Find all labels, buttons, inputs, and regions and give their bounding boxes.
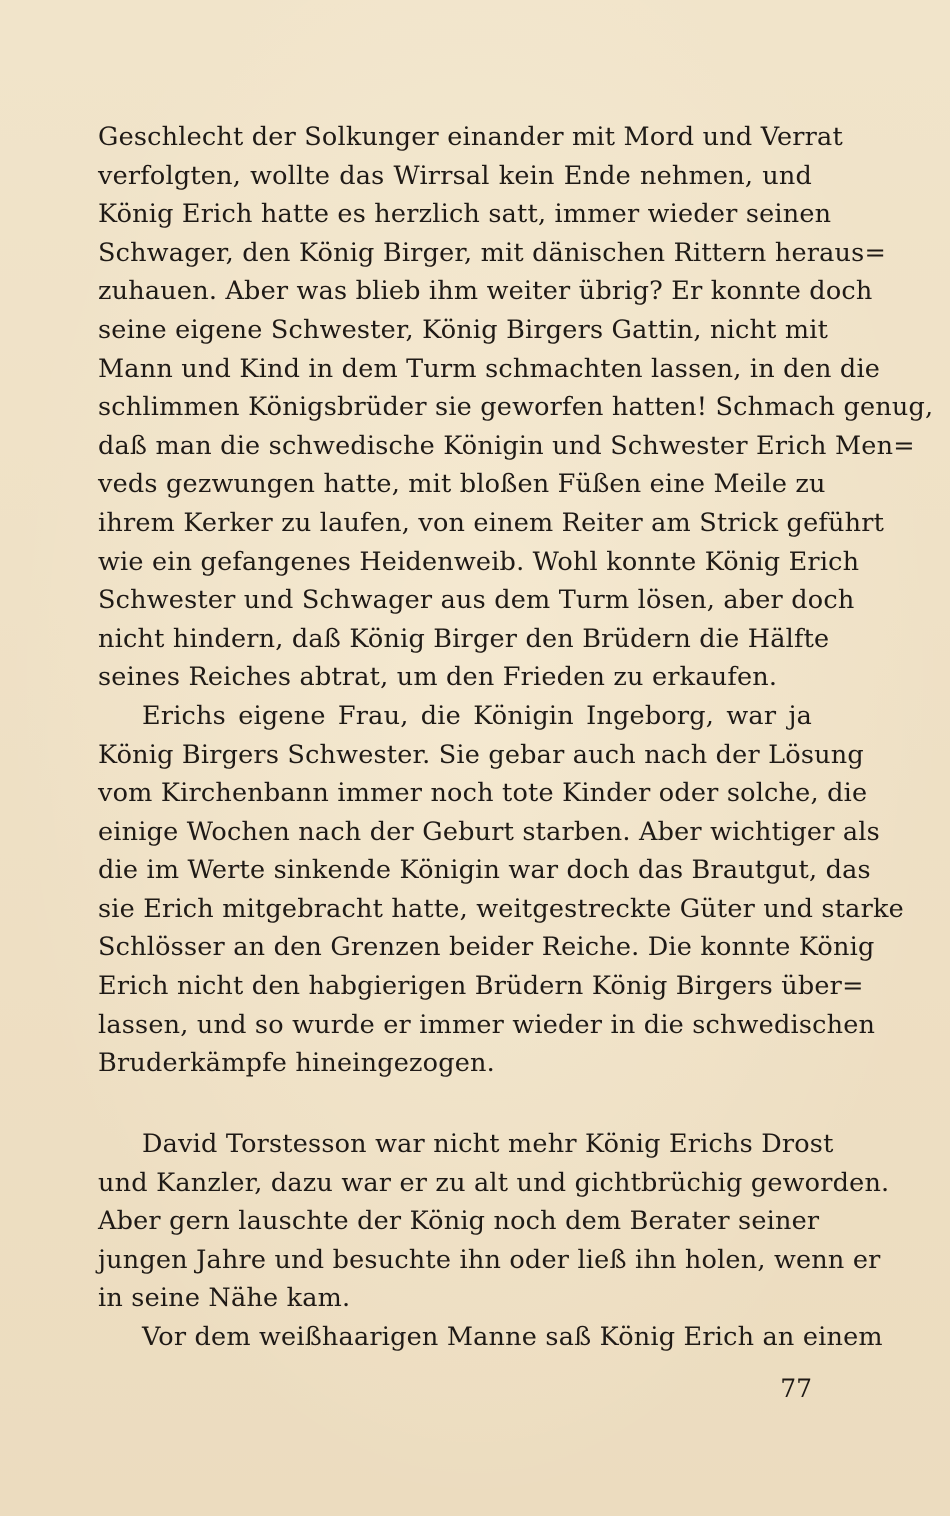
text-line: schlimmen Königsbrüder sie geworfen hatten! Schmach genug,: [98, 392, 934, 423]
text-line: lassen, und so wurde er immer wieder in die schwedischen: [98, 1009, 876, 1040]
text-line: sie Erich mitgebracht hatte, weitgestreckte Güter und starke: [98, 893, 904, 924]
text-line: veds gezwungen hatte, mit bloßen Füßen eine Meile zu: [98, 469, 826, 500]
text-line: daß man die schwedische Königin und Schwester Erich Men=: [98, 430, 915, 461]
text-line: König Erich hatte es herzlich satt, immer wieder seinen: [98, 199, 832, 230]
text-line: die im Werte sinkende Königin war doch das Brautgut, das: [98, 855, 871, 886]
text-section-2: [98, 1125, 890, 1357]
text-line: Schwester und Schwager aus dem Turm lösen, aber doch: [98, 585, 855, 616]
text-section-1: [98, 118, 934, 1083]
text-line: Geschlecht der Solkunger einander mit Mord und Verrat: [98, 122, 843, 152]
text-line: Schlösser an den Grenzen beider Reiche. Die konnte König: [98, 932, 875, 963]
text-line: Erich nicht den habgierigen Brüdern König Birgers über=: [98, 971, 864, 1002]
text-line: seines Reiches abtrat, um den Frieden zu erkaufen.: [98, 662, 778, 693]
text-line: in seine Nähe kam.: [98, 1283, 351, 1314]
text-line: zuhauen. Aber was blieb ihm weiter übrig? Er konnte doch: [98, 276, 873, 307]
text-line: nicht hindern, daß König Birger den Brüdern die Hälfte: [98, 623, 830, 654]
text-line: ihrem Kerker zu laufen, von einem Reiter am Strick geführt: [98, 507, 885, 538]
text-line: seine eigene Schwester, König Birgers Gattin, nicht mit: [98, 314, 829, 345]
text-line: vom Kirchenbann immer noch tote Kinder oder solche, die: [98, 778, 868, 809]
text-line: David Torstesson war nicht mehr König Erichs Drost: [142, 1129, 834, 1159]
text-line: Vor dem weißhaarigen Manne saß König Erich an einem: [142, 1321, 883, 1352]
text-line: Erichs eigene Frau, die Königin Ingeborg, war ja: [142, 700, 812, 731]
page-number: 77: [780, 1374, 812, 1403]
text-line: Schwager, den König Birger, mit dänischen Rittern heraus=: [98, 237, 887, 268]
text-line: Mann und Kind in dem Turm schmachten lassen, in den die: [98, 353, 881, 384]
text-line: einige Wochen nach der Geburt starben. Aber wichtiger als: [98, 816, 880, 847]
text-line: Bruderkämpfe hineingezogen.: [98, 1048, 495, 1079]
text-line: König Birgers Schwester. Sie gebar auch nach der Lösung: [98, 739, 864, 770]
text-line: verfolgten, wollte das Wirrsal kein Ende nehmen, und: [98, 160, 812, 191]
text-line: wie ein gefangenes Heidenweib. Wohl konnte König Erich: [98, 546, 860, 577]
text-line: und Kanzler, dazu war er zu alt und gichtbrüchig geworden.: [98, 1167, 890, 1198]
text-line: Aber gern lauschte der König noch dem Berater seiner: [98, 1206, 820, 1237]
text-line: jungen Jahre und besuchte ihn oder ließ ihn holen, wenn er: [98, 1244, 881, 1275]
